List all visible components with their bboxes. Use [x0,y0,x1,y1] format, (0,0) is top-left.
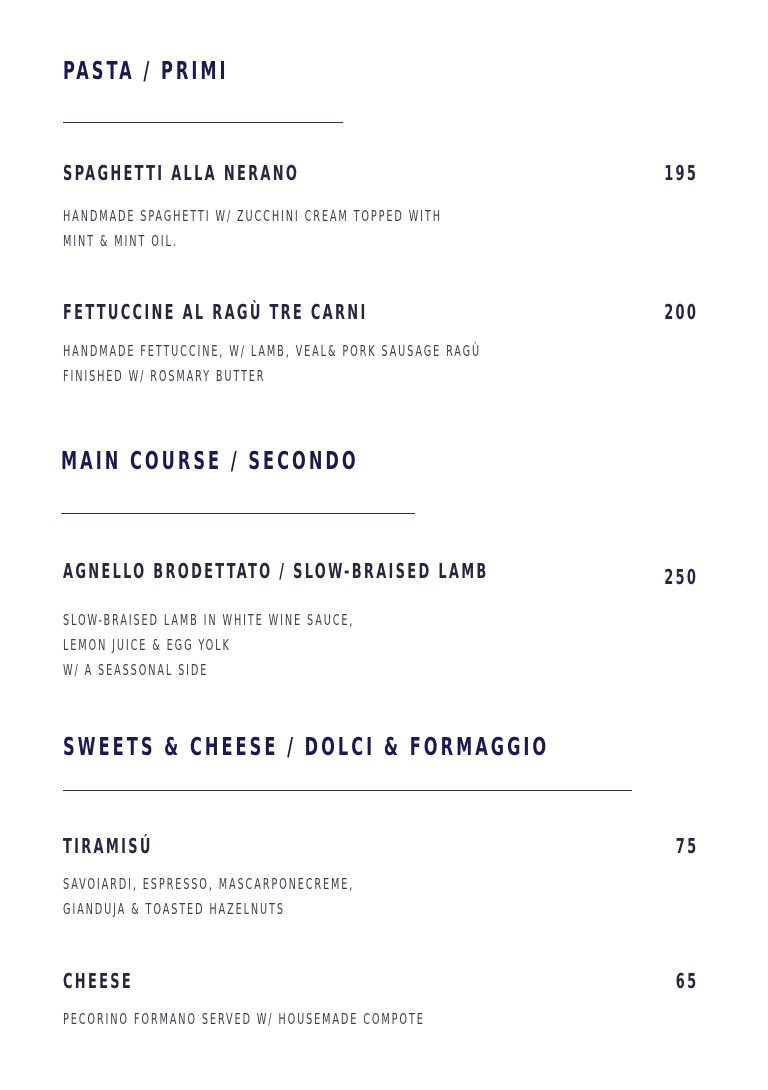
menu-item-description [63,1007,425,1032]
menu-item-name: TIRAMISÚ [63,834,153,858]
description-line: MINT & MINT OIL. [63,232,178,250]
menu-item-price: 75 [675,834,698,858]
description-line: FINISHED W/ ROSMARY BUTTER [63,367,266,385]
section-divider [61,513,415,514]
section-title-pasta: PASTA / PRIMI [63,56,229,85]
description-line: W/ A SEASSONAL SIDE [63,661,209,679]
menu-item-price: 195 [664,161,698,185]
section-title-main-course: MAIN COURSE / SECONDO [61,446,359,475]
description-line: SAVOIARDI, ESPRESSO, MASCARPONECREME, [63,875,355,893]
menu-item-description [63,608,354,683]
menu-item-description [63,339,481,389]
description-line: LEMON JUICE & EGG YOLK [63,636,231,654]
section-divider [63,122,343,123]
menu-item-price: 250 [664,565,698,589]
menu-item-name: SPAGHETTI ALLA NERANO [63,161,300,185]
menu-item-name: AGNELLO BRODETTATO / SLOW-BRAISED LAMB [63,559,489,583]
menu-item-price: 200 [664,300,698,324]
description-line: HANDMADE SPAGHETTI W/ ZUCCHINI CREAM TOPPED WITH [63,207,442,225]
description-line: SLOW-BRAISED LAMB IN WHITE WINE SAUCE, [63,611,355,629]
menu-item-name: FETTUCCINE AL RAGÙ TRE CARNI [63,300,368,324]
section-divider [63,790,632,791]
menu-item-price: 65 [675,969,698,993]
description-line: GIANDUJA & TOASTED HAZELNUTS [63,900,285,918]
menu-item-name: CHEESE [63,969,134,993]
description-line: HANDMADE FETTUCCINE, W/ LAMB, VEAL& PORK SAUSAGE RAGÙ [63,342,482,360]
description-line: PECORINO FORMANO SERVED W/ HOUSEMADE COMPOTE [63,1010,425,1028]
section-title-sweets-cheese: SWEETS & CHEESE / DOLCI & FORMAGGIO [63,732,550,761]
menu-item-description [63,204,442,254]
menu-item-description [63,872,354,922]
